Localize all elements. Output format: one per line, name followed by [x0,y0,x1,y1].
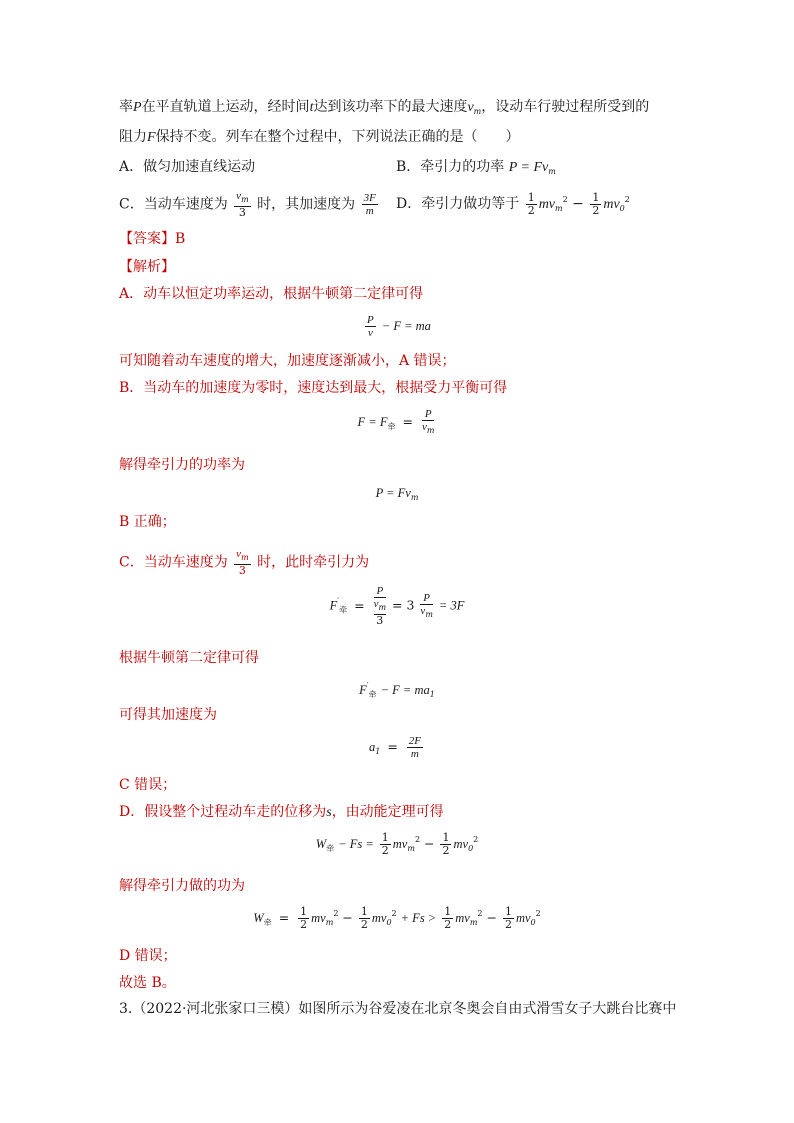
answer-label: 【答案】B [119,231,186,247]
sup: 2 [562,195,568,204]
den: 2 [442,844,450,857]
option-d-text: D．牵引力做功等于 [396,196,520,212]
num: P [420,592,432,605]
den: 2 [444,918,452,931]
eq6-lhs: a [368,740,376,754]
solution-a-1: A．动车以恒定功率运动，根据牛顿第二定律可得 [119,286,424,302]
sup: 2 [391,909,397,918]
num: 1 [442,831,450,844]
num: 1 [300,905,308,918]
equation-2: $F = F_牵$ = $\frac{P}{v_m}$ [357,408,435,435]
sub-0: 0 [530,918,536,927]
den: m [410,748,419,760]
fraction-half [359,906,370,931]
den: v [420,604,426,617]
text: D．假设整个过程动车走的位移为 [119,804,327,820]
sub-m: m [407,844,415,853]
solution-c-1 [119,548,369,577]
sub-1: 1 [375,747,381,756]
den: m [365,205,374,217]
var-t: t [309,100,314,115]
equation-1 [0,314,794,339]
num: 1 [360,905,368,918]
sub-m: m [426,426,435,435]
minus: − [486,910,497,925]
option-b [396,157,556,182]
next-question: 3.（2022·河北张家口三模）如图所示为谷爱凌在北京冬奥会自由式滑雪女子大跳台比赛中 [119,1001,677,1017]
den: v [367,327,373,339]
var-s: s [326,805,332,820]
mv: mv [538,197,556,212]
num: P [367,314,374,326]
fraction-half [298,906,309,931]
eq2-lhs: F = F [357,415,388,429]
var-f: F [359,683,367,697]
equation-3 [0,485,794,506]
question-line-2 [119,127,520,148]
equation-8: $W_牵$ = $\frac{1}{2}$ $mv_m^2$ − $\frac{1}{2}$ $mv_0^2 + Fs$ > $\frac{1}{2}$ $mv_m^2$ − $\frac{1}{2}$ $mv_0^2$ [253,905,541,931]
eq8-plus: + Fs > [400,911,437,925]
sub-qian: 牵 [326,844,335,853]
option-c-text: C．当动车速度为 [119,196,228,213]
eq3: P = Fv [375,486,411,500]
solution-final: 故选 B。 [119,975,176,991]
mv: mv [371,911,387,925]
solution-b-2: 解得牵引力的功率为 [119,457,245,473]
text: ，由动能定理可得 [331,804,444,820]
num: 3F [363,192,376,204]
num: 1 [504,905,512,918]
sub-qian: 牵 [339,605,348,615]
den: 2 [300,918,308,931]
v: v [373,598,379,610]
w: W [253,911,264,925]
sub-1: 1 [429,690,435,699]
sub-m: m [555,204,563,213]
solution-b-1: B．当动车的加速度为零时，速度达到最大，根据受力平衡可得 [119,380,508,396]
var-f: F [147,130,156,145]
fraction-half [442,906,453,931]
option-b-formula: P = Fv [508,160,549,175]
w: W [315,837,327,851]
num: 1 [381,831,389,844]
fraction-p-over-v [365,314,376,339]
eq7-mid: − Fs = [338,837,374,851]
solution-c-3: 可得其加速度为 [119,707,217,723]
sub-m: m [410,493,419,502]
den: 3 [238,564,246,577]
sub-m: m [241,553,249,562]
option-c-text-2: 时，其加速度为 [257,196,356,213]
option-b-text: B．牵引力的功率 [396,159,505,175]
minus: − [572,196,584,212]
sup: 2 [473,835,479,844]
eq4-end: = 3F [438,598,465,613]
fraction-p-over-vm [422,408,434,437]
analysis-label: 【解析】 [119,259,175,275]
den: 2 [592,203,600,217]
text: 在平直轨道上运动，经时间 [141,99,310,115]
equation-6: $a_1$ = $\frac{2F}{m}$ [368,735,422,760]
num: v [236,548,242,560]
mv: mv [603,197,620,212]
sub-0: 0 [619,204,625,213]
option-a: A．做匀加速直线运动 [119,159,256,175]
fraction-vm-over-3 [234,548,250,577]
text: 保持不变。列车在整个过程中，下列说法正确的是（ ） [155,129,520,145]
sub-m: m [378,603,387,612]
sub-m: m [241,195,249,204]
text: 阻力 [119,129,147,145]
var-p: P [133,100,142,115]
fraction-half [526,192,537,217]
mv: mv [392,837,408,851]
sup: 2 [414,835,421,844]
eq1-rhs: − F = ma [381,319,431,333]
fraction-p-over-vm [420,592,432,621]
sup: 2 [477,909,483,918]
sub-m: m [425,609,433,619]
den: 2 [527,203,535,217]
equation-7 [0,832,794,857]
sub-qian: 牵 [263,918,272,927]
den: 2 [504,918,512,931]
minus: − [424,836,435,851]
sub-m: m [548,167,556,176]
eq5: − F = ma [380,683,430,697]
text: 时，此时牵引力为 [257,554,370,571]
num: P [422,408,434,421]
num: v [236,190,242,202]
fraction-half [440,832,451,857]
den: 3 [238,206,246,219]
num: 1 [592,190,600,204]
solution-d-2: 解得牵引力做的功为 [119,878,245,894]
text: 率 [119,99,133,115]
num: P [374,585,386,598]
mv: mv [453,837,469,851]
eq4-mid: = 3 [392,597,415,613]
fraction-p-over-vm3 [374,585,386,627]
mv: mv [455,911,470,925]
solution-a-2: 可知随着动车速度的增大，加速度逐渐减小，A 错误； [119,353,456,369]
num: 1 [444,905,452,918]
den: 2 [360,918,368,931]
text: C．当动车速度为 [119,554,228,571]
equation-5: $F'_牵 - F = ma_1$ [359,681,435,699]
var-f: F [329,598,338,613]
num: 1 [527,190,535,204]
num: 2F [408,735,422,747]
fraction-2f-over-m [407,735,423,760]
sub-qian: 牵 [387,422,396,431]
minus: − [342,910,353,925]
fraction-half [380,832,391,857]
solution-d-1 [119,802,444,823]
solution-c-2: 根据牛顿第二定律可得 [119,650,259,666]
var-v: v [467,100,474,115]
fraction-3f-over-m [362,192,378,217]
sup: 2 [333,909,339,918]
sub-m: m [325,918,334,927]
option-c [119,190,380,219]
sub-0: 0 [468,844,474,853]
solution-c-4: C 错误； [119,777,177,793]
text: 达到该功率下的最大速度 [313,99,468,115]
text: ，设动车行驶过程所受到的 [481,99,650,115]
solution-d-3: D 错误； [119,948,177,964]
sup: 2 [624,195,630,204]
mv: mv [311,911,326,925]
sub-m: m [469,918,478,927]
solution-b-3: B 正确； [119,514,176,530]
sub-qian: 牵 [368,690,377,699]
sub-0: 0 [386,918,392,927]
equation-4: $F'_牵$ = P $v_m$ 3 = 3 $\frac{P}{v_m}$ = 3F [329,585,465,627]
sup: 2 [535,909,541,918]
den: v [421,421,427,433]
fraction-vm-over-3 [234,190,250,219]
sub-m: m [473,107,482,116]
option-d [396,190,630,219]
den: 2 [381,844,389,857]
question-line-1 [119,97,649,122]
fraction-half [590,192,601,217]
fraction-half [503,906,514,931]
mv: mv [515,911,531,925]
three: 3 [376,614,384,627]
